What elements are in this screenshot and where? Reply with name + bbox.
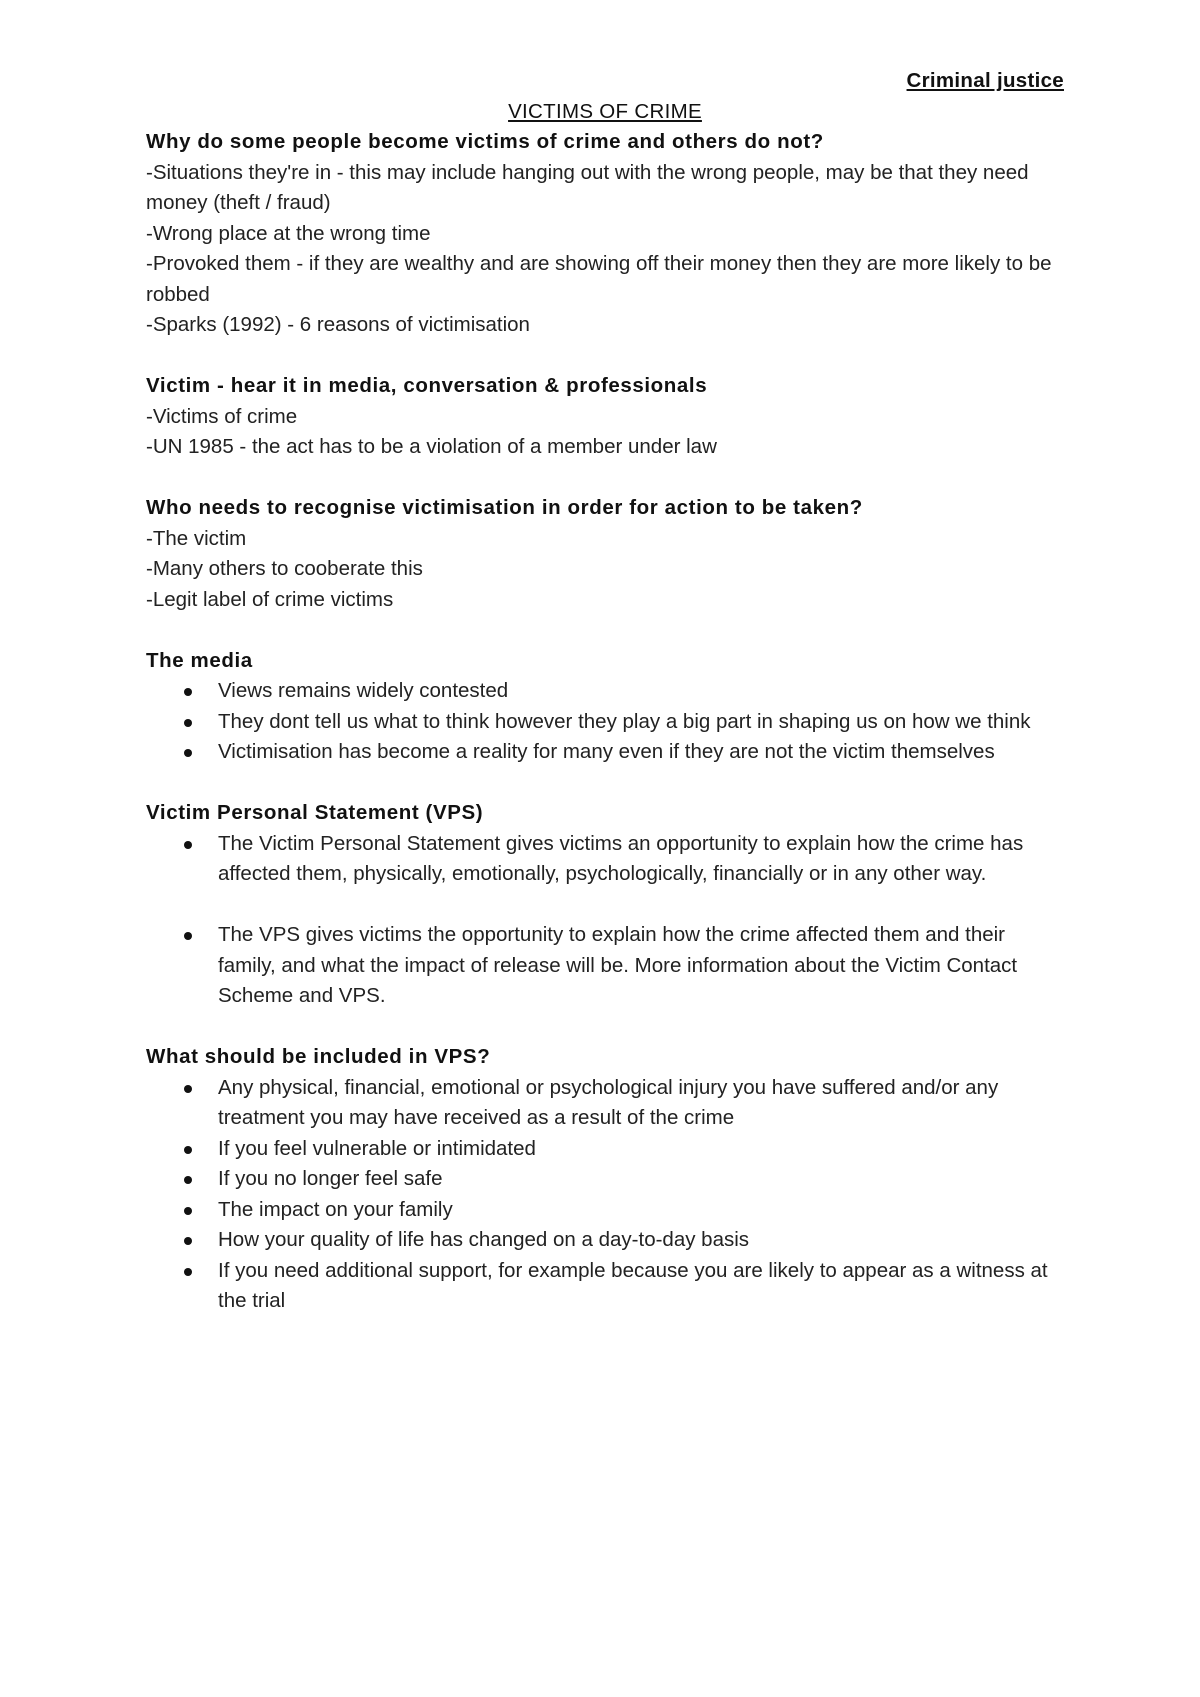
document-page: [146, 66, 1064, 1317]
list-item: The Victim Personal Statement gives victims an opportunity to explain how the crime has affected them, physically, emotionally, psychologically, financially or in any other way.: [146, 829, 1064, 890]
list-item: Views remains widely contested: [146, 676, 1064, 707]
bullet-list: [146, 829, 1064, 1012]
list-item: They dont tell us what to think however they play a big part in shaping us on how we think: [146, 707, 1064, 738]
section-heading: Why do some people become victims of crime and others do not?: [146, 130, 824, 153]
text-line: -Victims of crime: [146, 404, 298, 428]
text-line: -UN 1985 - the act has to be a violation of a member under law: [146, 435, 717, 458]
section-heading: Victim - hear it in media, conversation & professionals: [146, 374, 708, 397]
section-victim-definition: [146, 371, 1064, 463]
text-line: -Situations they're in - this may include hanging out with the wrong people, may be that they need money (theft / fraud): [146, 160, 1029, 214]
section-recognise-victimisation: [146, 493, 1064, 615]
section-vps-contents: [146, 1042, 1064, 1317]
list-item: Victimisation has become a reality for many even if they are not the victim themselves: [146, 737, 1064, 768]
section-heading: Who needs to recognise victimisation in order for action to be taken?: [146, 496, 863, 519]
text-line: -Provoked them - if they are wealthy and are showing off their money then they are more likely to be robbed: [146, 252, 1052, 306]
list-item: If you feel vulnerable or intimidated: [146, 1134, 1064, 1165]
list-item: How your quality of life has changed on a day-to-day basis: [146, 1225, 1064, 1256]
section-vps: [146, 798, 1064, 1012]
course-name: Criminal justice: [906, 69, 1064, 92]
bullet-list: [146, 676, 1064, 768]
bullet-list: [146, 1073, 1064, 1317]
text-line: -Sparks (1992) - 6 reasons of victimisation: [146, 313, 530, 336]
list-item: The impact on your family: [146, 1195, 1064, 1226]
text-line: -Wrong place at the wrong time: [146, 221, 431, 245]
text-line: -The victim: [146, 526, 247, 550]
list-item: If you need additional support, for example because you are likely to appear as a witness at the trial: [146, 1256, 1064, 1317]
list-item: Any physical, financial, emotional or psychological injury you have suffered and/or any treatment you may have received as a result of the crime: [146, 1073, 1064, 1134]
list-item: The VPS gives victims the opportunity to explain how the crime affected them and their family, and what the impact of release will be. More information about the Victim Contact Scheme and VPS.: [146, 920, 1064, 1012]
section-heading: Victim Personal Statement (VPS): [146, 801, 484, 824]
list-item: If you no longer feel safe: [146, 1164, 1064, 1195]
section-heading: What should be included in VPS?: [146, 1045, 491, 1068]
text-line: -Many others to cooberate this: [146, 557, 423, 580]
section-heading: The media: [146, 648, 253, 672]
section-the-media: [146, 646, 1064, 768]
text-line: -Legit label of crime victims: [146, 587, 394, 611]
document-title: VICTIMS OF CRIME: [508, 99, 702, 123]
section-why-victims: [146, 127, 1064, 341]
